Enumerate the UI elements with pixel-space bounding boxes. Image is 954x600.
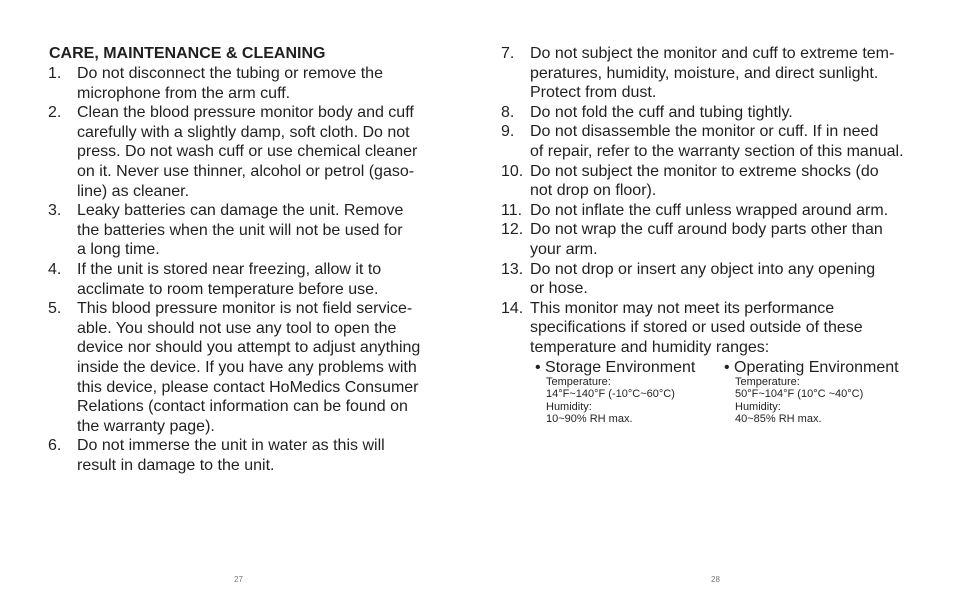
list-item-text: on it. Never use thinner, alcohol or petrol (gaso- — [77, 162, 415, 180]
list-item-text: specifications if stored or used outside of these — [530, 319, 863, 337]
list-item-text: temperature and humidity ranges: — [530, 338, 770, 356]
list-item — [48, 103, 443, 201]
care-instructions-list — [48, 64, 443, 475]
list-item — [501, 162, 921, 201]
list-item-text: microphone from the arm cuff. — [77, 84, 291, 102]
list-item-text: Do not disassemble the monitor or cuff. If in need — [530, 123, 879, 141]
page-number: 28 — [711, 575, 720, 584]
list-item-text: Protect from dust. — [530, 84, 657, 102]
list-item — [501, 122, 921, 161]
list-item-text: peratures, humidity, moisture, and direct sunlight. — [530, 64, 879, 82]
list-item-text: Do not subject the monitor to extreme shocks (do — [530, 162, 879, 180]
list-item-text: this device, please contact HoMedics Consumer — [77, 378, 419, 396]
list-item-text: Do not drop or insert any object into any opening — [530, 260, 876, 278]
list-item-number: 4. — [48, 260, 62, 278]
list-item-number: 7. — [501, 45, 515, 62]
list-item — [501, 201, 921, 221]
section-heading: CARE, MAINTENANCE & CLEANING — [49, 45, 326, 62]
list-item-number: 6. — [48, 437, 62, 455]
list-item-number: 11. — [501, 201, 523, 219]
list-item-number: 14. — [501, 299, 524, 317]
care-instructions-list-continued — [501, 44, 921, 425]
list-item — [48, 64, 443, 103]
list-item-text: or hose. — [530, 280, 588, 298]
list-item-text: Do not immerse the unit in water as this will — [77, 437, 385, 455]
right-page — [477, 0, 954, 600]
list-item-text: result in damage to the unit. — [77, 456, 275, 474]
list-item-text: acclimate to room temperature before use. — [77, 280, 379, 298]
list-item-text: the warranty page). — [77, 417, 215, 435]
operating-humidity-label: Humidity: — [735, 401, 781, 414]
list-item — [501, 299, 921, 425]
list-item-text: Do not disconnect the tubing or remove the — [77, 65, 383, 82]
list-item-text: device nor should you attempt to adjust anything — [77, 339, 421, 357]
list-item-text: the batteries when the unit will not be used for — [77, 221, 403, 239]
operating-environment — [724, 358, 899, 426]
environment-ranges — [530, 358, 921, 425]
list-item-text: able. You should not use any tool to open the — [77, 319, 397, 337]
list-item — [501, 103, 921, 123]
list-item — [501, 44, 921, 103]
list-item-number: 13. — [501, 260, 524, 278]
list-item-number: 8. — [501, 103, 515, 121]
list-item-text: a long time. — [77, 241, 160, 259]
list-item — [48, 299, 443, 436]
operating-temperature-value: 50°F~104°F (10°C ~40°C) — [735, 387, 864, 400]
page-number: 27 — [234, 575, 243, 584]
list-item-number: 10. — [501, 162, 524, 180]
storage-environment-title: • Storage Environment — [535, 358, 696, 376]
storage-temperature-value: 14°F~140°F (-10°C~60°C) — [546, 387, 675, 400]
list-item-text: If the unit is stored near freezing, allow it to — [77, 260, 382, 278]
list-item-text: carefully with a slightly damp, soft cloth. Do not — [77, 123, 410, 141]
storage-temperature-label: Temperature: — [546, 376, 611, 389]
list-item-text: This monitor may not meet its performance — [530, 299, 835, 317]
list-item-text: Do not fold the cuff and tubing tightly. — [530, 103, 793, 121]
list-item — [48, 260, 443, 299]
list-item-text: press. Do not wash cuff or use chemical cleaner — [77, 143, 418, 161]
storage-environment — [535, 358, 695, 426]
list-item-text: inside the device. If you have any problems with — [77, 358, 417, 376]
list-item — [501, 220, 921, 259]
list-item-text: Do not inflate the cuff unless wrapped around arm. — [530, 201, 889, 219]
operating-environment-title: • Operating Environment — [724, 358, 899, 376]
list-item-text: Do not wrap the cuff around body parts other than — [530, 221, 883, 239]
list-item-number: 2. — [48, 104, 62, 122]
operating-temperature-label: Temperature: — [735, 376, 800, 389]
list-item-number: 1. — [48, 65, 62, 82]
storage-humidity-value: 10~90% RH max. — [546, 412, 633, 425]
list-item-text: line) as cleaner. — [77, 182, 190, 200]
list-item-text: of repair, refer to the warranty section of this manual. — [530, 142, 904, 160]
list-item-text: Do not subject the monitor and cuff to extreme tem- — [530, 45, 895, 62]
list-item-number: 9. — [501, 123, 515, 141]
operating-humidity-value: 40~85% RH max. — [735, 412, 822, 425]
list-item-text: not drop on floor). — [530, 182, 657, 200]
list-item — [501, 260, 921, 299]
list-item-text: your arm. — [530, 240, 598, 258]
list-item-text: Leaky batteries can damage the unit. Remove — [77, 202, 404, 220]
list-item-number: 3. — [48, 202, 62, 220]
list-item-number: 5. — [48, 300, 62, 318]
list-item-text: Clean the blood pressure monitor body and cuff — [77, 104, 414, 122]
list-item-text: Relations (contact information can be found on — [77, 398, 408, 416]
storage-humidity-label: Humidity: — [546, 401, 592, 414]
list-item — [48, 436, 443, 475]
list-item-text: This blood pressure monitor is not field service- — [77, 300, 413, 318]
list-item — [48, 201, 443, 260]
list-item-number: 12. — [501, 221, 524, 239]
